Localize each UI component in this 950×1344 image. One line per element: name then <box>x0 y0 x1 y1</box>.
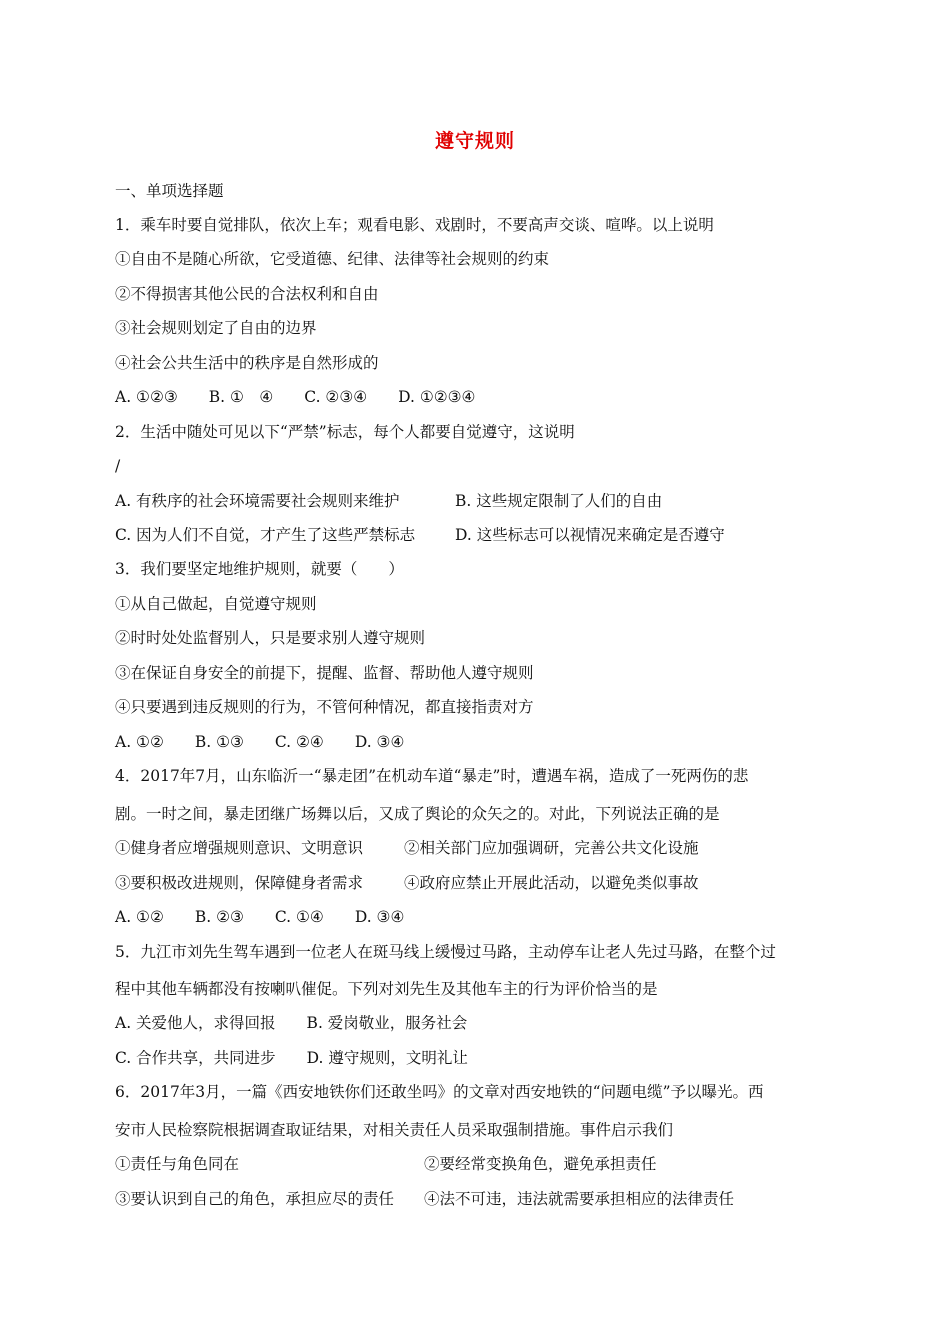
q1-choices: A. ①②③ B. ① ④ C. ②③④ D. ①②③④ <box>115 388 476 406</box>
q6-stem-line-2: 安市人民检察院根据调查取证结果，对相关责任人员采取强制措施。事件启示我们 <box>115 1121 674 1139</box>
q3-choices: A. ①② B. ①③ C. ②④ D. ③④ <box>115 733 405 751</box>
q6-stem-line-1: 6．2017年3月，一篇《西安地铁你们还敢坐吗》的文章对西安地铁的“问题电缆”予以曝光。西 <box>115 1083 764 1101</box>
q5-choices-ab: A. 关爱他人，求得回报 B. 爱岗敬业，服务社会 <box>115 1014 468 1032</box>
section-heading: 一、单项选择题 <box>115 182 224 200</box>
q2-image-placeholder: / <box>115 457 121 475</box>
q2-stem: 2．生活中随处可见以下“严禁”标志，每个人都要自觉遵守，这说明 <box>115 423 575 441</box>
q1-option-1: ①自由不是随心所欲，它受道德、纪律、法律等社会规则的约束 <box>115 250 550 268</box>
q4-option-3: ③要积极改进规则，保障健身者需求 <box>115 874 364 892</box>
q3-stem: 3．我们要坚定地维护规则，就要（ ） <box>115 560 404 578</box>
q3-option-1: ①从自己做起，自觉遵守规则 <box>115 595 317 613</box>
q6-option-2: ②要经常变换角色，避免承担责任 <box>424 1155 657 1173</box>
q5-stem-line-2: 程中其他车辆都没有按喇叭催促。下列对刘先生及其他车主的行为评价恰当的是 <box>115 980 658 998</box>
q3-option-3: ③在保证自身安全的前提下，提醒、监督、帮助他人遵守规则 <box>115 664 534 682</box>
q4-stem-line-1: 4．2017年7月，山东临沂一“暴走团”在机动车道“暴走”时，遭遇车祸，造成了一死两伤的悲 <box>115 767 749 785</box>
q5-stem-line-1: 5．九江市刘先生驾车遇到一位老人在斑马线上缓慢过马路，主动停车让老人先过马路，在整个过 <box>115 943 776 961</box>
q5-choices-cd: C. 合作共享，共同进步 D. 遵守规则，文明礼让 <box>115 1049 468 1067</box>
q4-option-1: ①健身者应增强规则意识、文明意识 <box>115 839 364 857</box>
q2-choice-c: C. 因为人们不自觉，才产生了这些严禁标志 <box>115 526 416 544</box>
q1-stem: 1．乘车时要自觉排队，依次上车；观看电影、戏剧时，不要高声交谈、喧哗。以上说明 <box>115 216 714 234</box>
q1-option-2: ②不得损害其他公民的合法权利和自由 <box>115 285 379 303</box>
q4-choices: A. ①② B. ②③ C. ①④ D. ③④ <box>115 908 405 926</box>
q2-choice-d: D. 这些标志可以视情况来确定是否遵守 <box>455 526 725 544</box>
page-title: 遵守规则 <box>434 130 515 152</box>
q6-option-1: ①责任与角色同在 <box>115 1155 240 1173</box>
q4-stem-line-2: 剧。一时之间，暴走团继广场舞以后，又成了舆论的众矢之的。对此，下列说法正确的是 <box>115 805 720 823</box>
q3-option-2: ②时时处处监督别人，只是要求别人遵守规则 <box>115 629 426 647</box>
q4-option-4: ④政府应禁止开展此活动，以避免类似事故 <box>404 874 699 892</box>
q2-choice-b: B. 这些规定限制了人们的自由 <box>455 492 663 510</box>
q2-choice-a: A. 有秩序的社会环境需要社会规则来维护 <box>115 492 400 510</box>
q3-option-4: ④只要遇到违反规则的行为，不管何种情况，都直接指责对方 <box>115 698 534 716</box>
q4-option-2: ②相关部门应加强调研，完善公共文化设施 <box>404 839 699 857</box>
q1-option-3: ③社会规则划定了自由的边界 <box>115 319 317 337</box>
q1-option-4: ④社会公共生活中的秩序是自然形成的 <box>115 354 379 372</box>
q6-option-4: ④法不可违，违法就需要承担相应的法律责任 <box>424 1190 735 1208</box>
q6-option-3: ③要认识到自己的角色，承担应尽的责任 <box>115 1190 395 1208</box>
